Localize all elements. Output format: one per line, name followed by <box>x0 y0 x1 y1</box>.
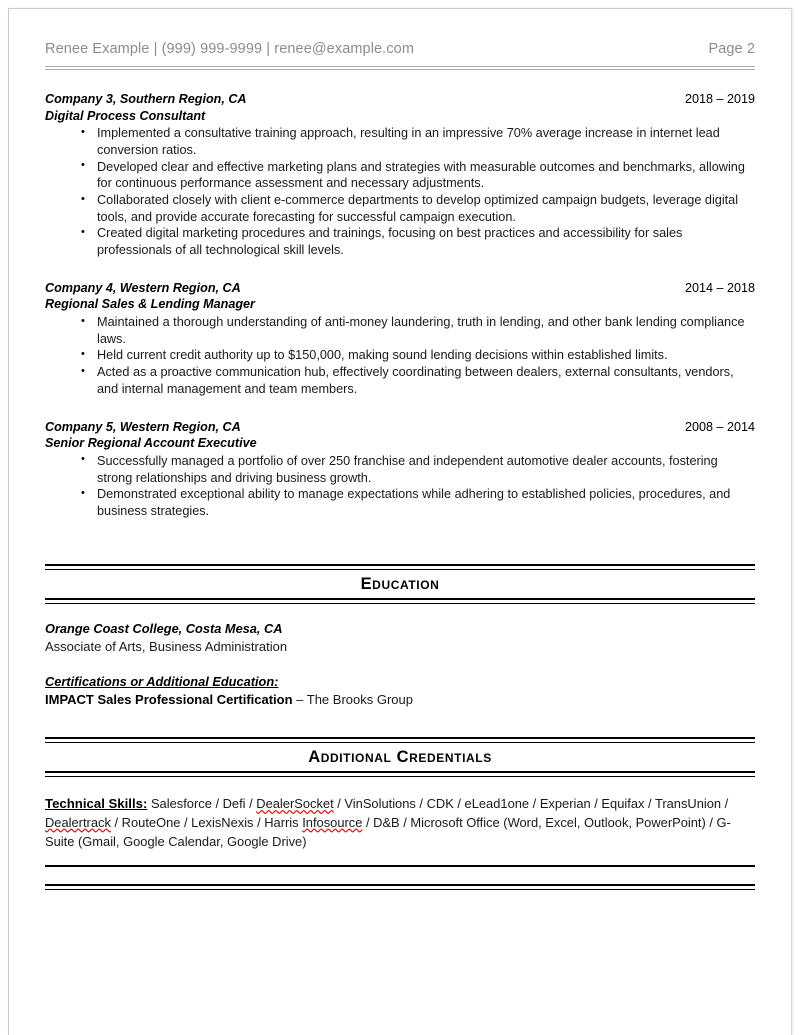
experience-entry <box>45 419 755 520</box>
misspelled-term: Infosource <box>302 814 363 830</box>
document-page <box>8 8 792 1035</box>
header-page-number: Page 2 <box>708 41 755 57</box>
spacer-before-credentials <box>45 710 755 737</box>
experience-company: Company 3, Southern Region, CA <box>45 92 247 106</box>
skills-text-segment: / VinSolutions / CDK / eLead1one / Experian / Equifax / TransUnion / <box>333 796 729 812</box>
experience-dates: 2014 – 2018 <box>684 280 755 295</box>
certification-name: IMPACT Sales Professional Certification <box>45 692 293 708</box>
experience-bullet-list <box>45 453 755 520</box>
technical-skills-paragraph <box>45 794 755 851</box>
spacer-after-skills <box>45 852 755 865</box>
experience-job-title: Regional Sales & Lending Manager <box>45 297 255 312</box>
credentials-section <box>45 737 755 889</box>
skills-text-segment: / D&B / Microsoft Office (Word, Excel, Outlook, PowerPoint) / G-Suite (Gmail, Google Calendar, Google Drive) <box>45 814 731 849</box>
experience-dates: 2018 – 2019 <box>684 92 755 106</box>
experience-company: Company 4, Western Region, CA <box>45 280 241 295</box>
credentials-heading: Additional Credentials <box>308 748 492 767</box>
skills-text-segment: / RouteOne / LexisNexis / Harris <box>110 814 303 830</box>
experience-company-line <box>45 280 755 297</box>
experience-section <box>45 91 755 520</box>
experience-job-title: Digital Process Consultant <box>45 108 206 123</box>
education-body <box>45 604 755 711</box>
certification-entry <box>45 691 755 710</box>
spacer-before-education <box>45 520 755 564</box>
technical-skills-list <box>45 796 731 849</box>
education-school: Orange Coast College, Costa Mesa, CA <box>45 620 283 636</box>
experience-bullet: • Held current credit authority up to $150,000, making sound lending decisions within established limits. <box>45 347 755 364</box>
experience-bullet: • Implemented a consultative training approach, resulting in an impressive 70% average increase in internet lead conversion ratios. <box>45 125 755 158</box>
experience-company: Company 5, Western Region, CA <box>45 419 241 434</box>
experience-bullet: • Developed clear and effective marketing plans and strategies with measurable outcomes and benchmarks, allowing for continuous performance assessment and necessary adjustments. <box>45 159 755 192</box>
experience-bullet: • Created digital marketing procedures and trainings, focusing on best practices and accessibility for sales professionals of all technological skill levels. <box>45 225 755 258</box>
experience-bullet-list <box>45 125 755 259</box>
misspelled-term: Dealertrack <box>45 814 111 830</box>
certifications-heading: Certifications or Additional Education: <box>45 674 279 690</box>
experience-company-line <box>45 419 755 436</box>
education-degree: Associate of Arts, Business Administration <box>45 638 288 654</box>
experience-bullet: • Demonstrated exceptional ability to manage expectations while adhering to established policies, procedures, and business strategies. <box>45 486 755 519</box>
header-divider-rule <box>45 66 755 70</box>
experience-bullet: • Maintained a thorough understanding of anti-money laundering, truth in lending, and other bank lending compliance laws. <box>45 314 755 347</box>
document-header <box>45 9 755 57</box>
experience-dates: 2008 – 2014 <box>684 419 755 434</box>
certification-organization: – The Brooks Group <box>292 692 413 708</box>
skills-text-segment: Salesforce / Defi / <box>147 796 257 812</box>
experience-company-line <box>45 91 755 108</box>
skills-body <box>45 777 755 851</box>
experience-bullet: • Acted as a proactive communication hub, effectively coordinating between dealers, external consultants, vendors, and internal management and team members. <box>45 364 755 397</box>
experience-bullet: • Collaborated closely with client e-commerce departments to develop optimized campaign budgets, leverage digital tools, and provide accurate forecasting for successful campaign execution. <box>45 192 755 225</box>
credentials-footer-rule-double <box>45 884 755 890</box>
education-section <box>45 564 755 711</box>
technical-skills-label: Technical Skills: <box>45 796 148 812</box>
experience-entry <box>45 91 755 259</box>
education-heading: Education <box>360 574 440 593</box>
misspelled-term: DealerSocket <box>256 796 334 812</box>
experience-job-title: Senior Regional Account Executive <box>45 436 257 451</box>
experience-bullet-list <box>45 314 755 398</box>
experience-bullet: • Successfully managed a portfolio of over 250 franchise and independent automotive dealer accounts, fostering strong relationships and driving business growth. <box>45 453 755 486</box>
header-contact-line: Renee Example | (999) 999-9999 | renee@example.com <box>45 41 415 57</box>
experience-entry <box>45 280 755 398</box>
spacer-between-footer-rules <box>45 867 755 884</box>
page-content <box>9 9 791 890</box>
